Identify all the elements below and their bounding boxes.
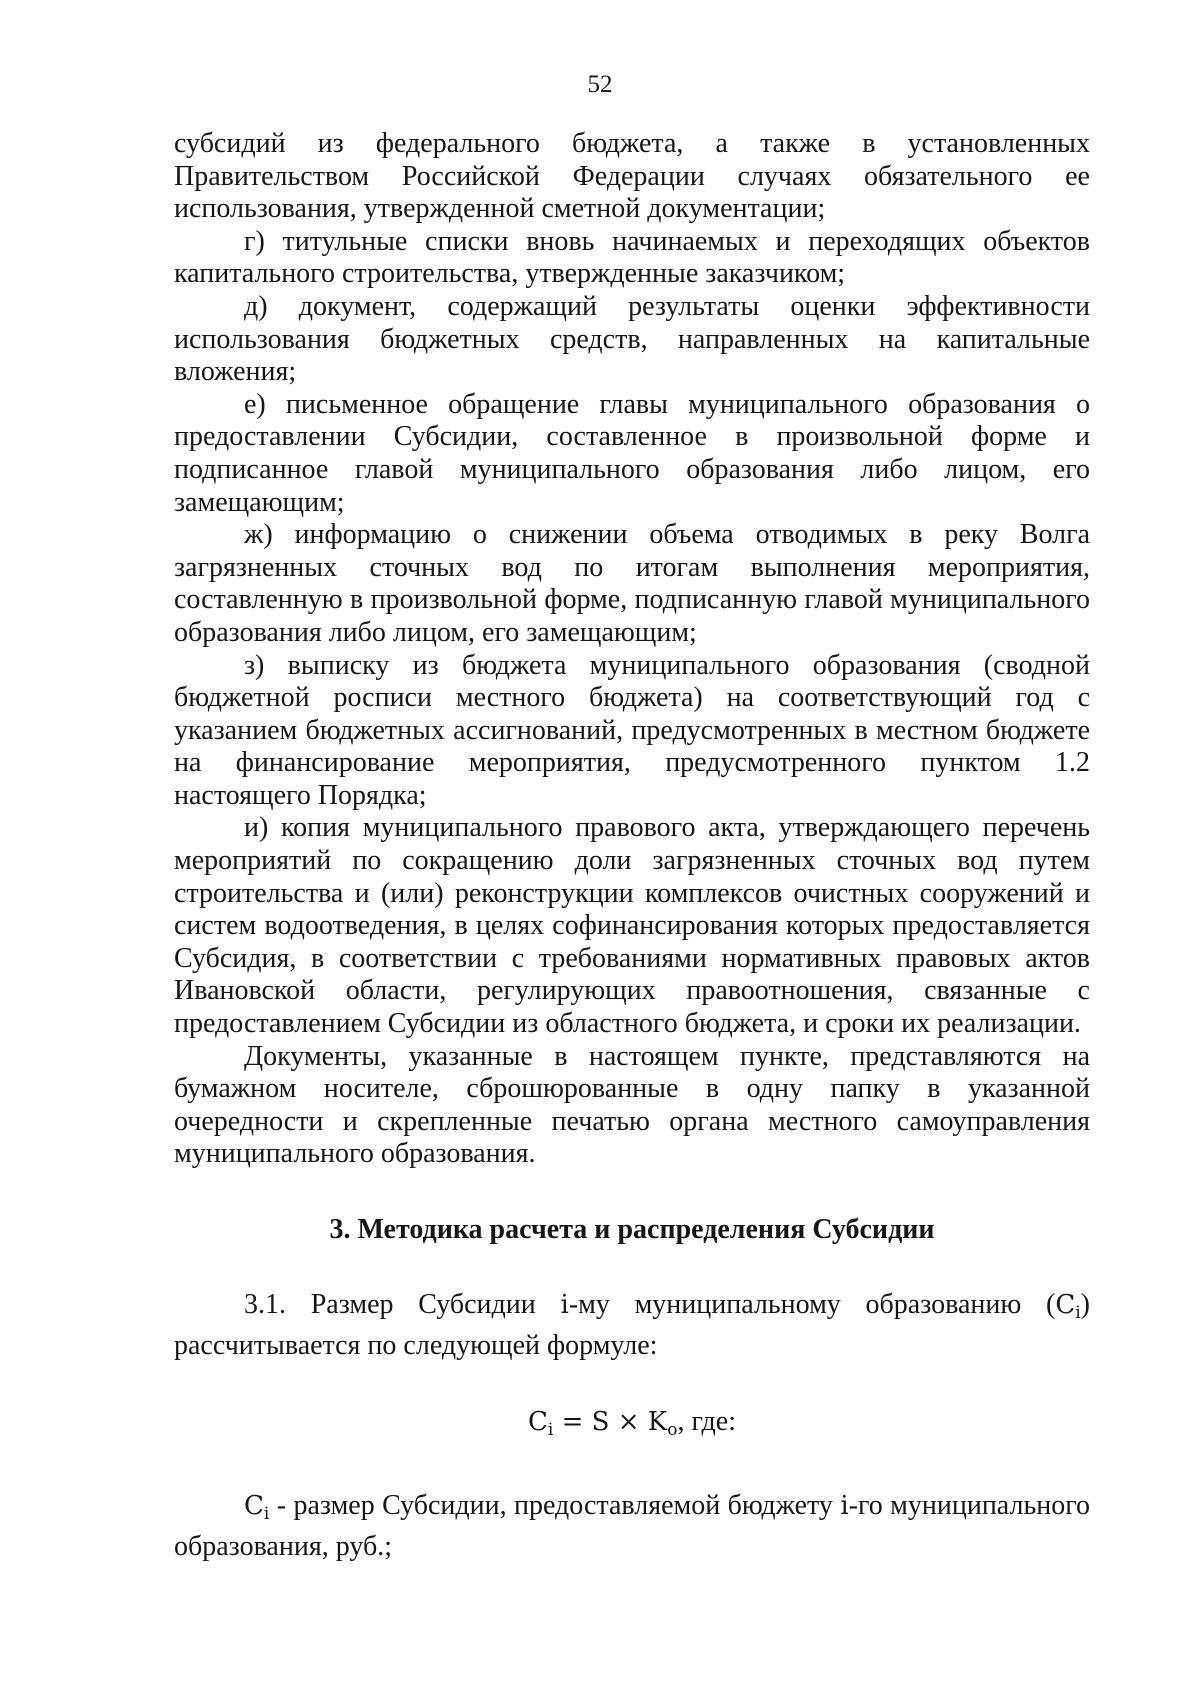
formula-lhs-subscript: i — [547, 1420, 554, 1441]
legend-text-end: -го муниципального образования, руб.; — [174, 1490, 1090, 1562]
clause-text-before: 3.1. Размер Субсидии — [244, 1289, 561, 1320]
formula-lhs: C — [527, 1407, 548, 1438]
c-subscript: i — [1075, 1303, 1081, 1323]
clause-text-after: ) рассчитывается по следующей формуле: — [174, 1289, 1090, 1361]
c-symbol: C — [1055, 1290, 1076, 1320]
legend-i-symbol: i — [840, 1491, 849, 1522]
formula-k-subscript: o — [667, 1420, 678, 1441]
formula — [174, 1406, 1090, 1446]
paragraph-item-e: е) письменное обращение главы муниципального образования о предоставлении Субсидии, составленное в произвольной форме и подписанное главой муниципального образования либо лицом, его замещающим; — [174, 388, 1090, 518]
clause-3-1 — [174, 1289, 1090, 1362]
page-number: 52 — [587, 71, 613, 98]
paragraph-item-zh: ж) информацию о снижении объема отводимых в реку Волга загрязненных сточных вод по итогам выполнения мероприятия, составленную в произвольной форме, подписанную главой муниципального образования либо лицом, его замещающим; — [174, 519, 1090, 648]
formula-tail: , где: — [677, 1406, 736, 1438]
paragraph-item-i: и) копия муниципального правового акта, утверждающего перечень мероприятий по сокращению доли загрязненных сточных вод путем строительства и (или) реконструкции комплексов очистных сооружений и систем водоотведения, в целях софинансирования которых предоставляется Субсидия, в соответствии с требованиями нормативных правовых актов Ивановской области, регулирующих правоотношения, связанные с предоставлением Субсидии из областного бюджета, и сроки их реализации. — [174, 812, 1090, 1040]
legend-text: - размер Субсидии, предоставляемой бюджету — [269, 1490, 841, 1522]
paragraph-item-d: д) документ, содержащий результаты оценки эффективности использования бюджетных средств, направленных на капитальные вложения; — [174, 290, 1090, 388]
formula-rhs: = S × K — [553, 1407, 668, 1438]
paragraph-continuation: субсидий из федерального бюджета, а также в установленных Правительством Российской Федерации случаях обязательного ее использования, утвержденной сметной документации; — [174, 128, 1090, 225]
paragraph-documents-note: Документы, указанные в настоящем пункте, представляются на бумажном носителе, сброшюрованные в одну папку в указанной очередности и скрепленные печатью органа местного самоуправления муниципального образования. — [174, 1040, 1090, 1170]
legend-symbol-subscript: i — [263, 1504, 270, 1525]
paragraph-item-g: г) титульные списки вновь начинаемых и переходящих объектов капитального строительства, утвержденные заказчиком; — [174, 225, 1090, 290]
section-heading: 3. Методика расчета и распределения Субсидии — [329, 1214, 935, 1245]
legend-ci — [174, 1490, 1090, 1563]
legend-symbol: C — [244, 1491, 264, 1522]
paragraph-item-z: з) выписку из бюджета муниципального образования (сводной бюджетной росписи местного бюджета) на соответствующий год с указанием бюджетных ассигнований, предусмотренных в местном бюджете на финансирование мероприятия, предусмотренного пунктом 1.2 настоящего Порядка; — [174, 649, 1090, 811]
clause-text-middle: -му муниципальному образованию ( — [568, 1289, 1056, 1320]
document-body — [174, 128, 1090, 1563]
i-symbol: i — [560, 1290, 569, 1320]
